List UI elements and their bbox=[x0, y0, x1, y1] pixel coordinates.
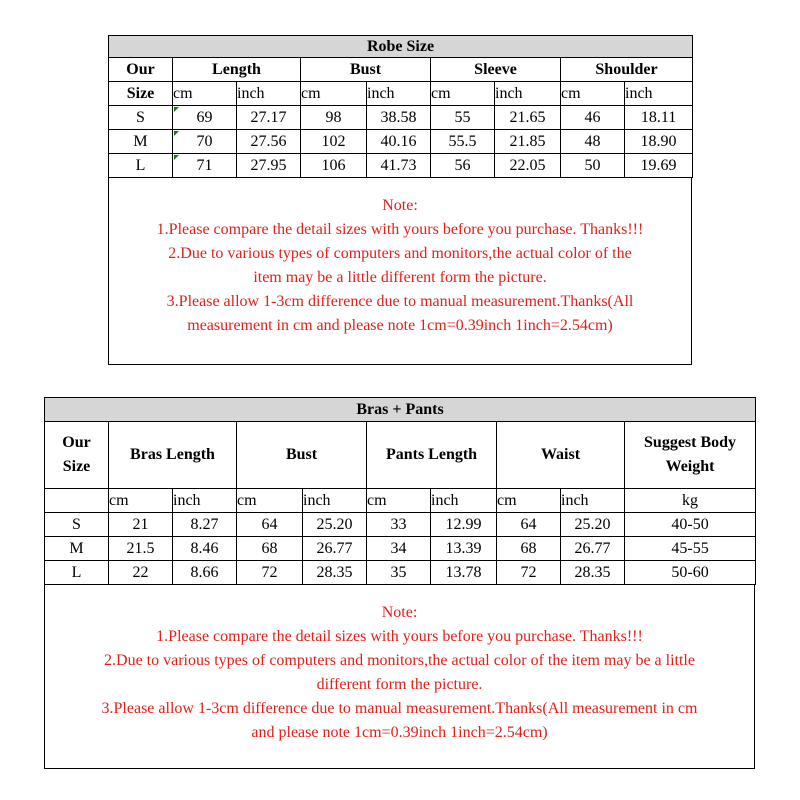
cell-value: 70 bbox=[196, 132, 213, 150]
table-row bbox=[45, 537, 756, 561]
robe-value-cell: 21.85 bbox=[495, 130, 561, 154]
bras-value-cell: 21.5 bbox=[109, 537, 173, 561]
robe-value-cell: 106 bbox=[301, 154, 367, 178]
robe-value-cell: 21.65 bbox=[495, 106, 561, 130]
robe-unit: inch bbox=[237, 82, 301, 106]
bras-value-cell: 26.77 bbox=[561, 537, 625, 561]
bras-unit: inch bbox=[303, 489, 367, 513]
bras-size-cell: M bbox=[45, 537, 109, 561]
robe-value-cell: 46 bbox=[561, 106, 625, 130]
robe-unit: inch bbox=[495, 82, 561, 106]
robe-value-cell bbox=[173, 154, 237, 178]
robe-value-cell: 27.17 bbox=[237, 106, 301, 130]
robe-size-cell: S bbox=[109, 106, 173, 130]
bras-value-cell: 25.20 bbox=[561, 513, 625, 537]
bras-size-cell: S bbox=[45, 513, 109, 537]
robe-value-cell: 55.5 bbox=[431, 130, 495, 154]
robe-group-length: Length bbox=[173, 58, 301, 82]
bras-unit-kg: kg bbox=[625, 489, 756, 513]
table-row bbox=[109, 130, 693, 154]
note-line: Note: bbox=[382, 197, 418, 214]
robe-value-cell: 18.90 bbox=[625, 130, 693, 154]
bras-group-bras-length: Bras Length bbox=[109, 422, 237, 489]
robe-unit: cm bbox=[301, 82, 367, 106]
bras-value-cell: 28.35 bbox=[303, 561, 367, 585]
robe-value-cell: 56 bbox=[431, 154, 495, 178]
note-line: 1.Please compare the detail sizes with yours before you purchase. Thanks!!! bbox=[156, 221, 644, 238]
note-line: item may be a little different form the picture. bbox=[253, 269, 547, 286]
robe-value-cell: 27.56 bbox=[237, 130, 301, 154]
robe-notes bbox=[108, 178, 692, 365]
robe-unit: cm bbox=[561, 82, 625, 106]
bras-value-cell: 72 bbox=[237, 561, 303, 585]
bras-weight-cell: 45-55 bbox=[625, 537, 756, 561]
robe-size-table bbox=[108, 35, 693, 178]
bras-value-cell: 68 bbox=[237, 537, 303, 561]
table-row bbox=[45, 561, 756, 585]
bras-pants-table bbox=[44, 397, 756, 585]
robe-value-cell: 98 bbox=[301, 106, 367, 130]
bras-unit: cm bbox=[367, 489, 431, 513]
note-line: measurement in cm and please note 1cm=0.39inch 1inch=2.54cm) bbox=[187, 317, 613, 334]
bras-value-cell: 13.39 bbox=[431, 537, 497, 561]
robe-title: Robe Size bbox=[109, 36, 693, 58]
bras-value-cell: 8.27 bbox=[173, 513, 237, 537]
bras-value-cell: 8.46 bbox=[173, 537, 237, 561]
cell-marker-icon bbox=[174, 107, 179, 112]
cell-value: 69 bbox=[196, 108, 213, 126]
bras-value-cell: 34 bbox=[367, 537, 431, 561]
bras-unit: cm bbox=[109, 489, 173, 513]
bras-group-pants-length: Pants Length bbox=[367, 422, 497, 489]
note-line: 3.Please allow 1-3cm difference due to manual measurement.Thanks(All bbox=[166, 293, 634, 310]
bras-value-cell: 64 bbox=[237, 513, 303, 537]
robe-value-cell: 48 bbox=[561, 130, 625, 154]
robe-value-cell: 102 bbox=[301, 130, 367, 154]
table-row bbox=[45, 513, 756, 537]
cell-marker-icon bbox=[174, 131, 179, 136]
bras-value-cell: 68 bbox=[497, 537, 561, 561]
robe-group-sleeve: Sleeve bbox=[431, 58, 561, 82]
bras-pants-chart bbox=[44, 397, 756, 769]
robe-our-label: Our bbox=[109, 58, 173, 82]
bras-unit: inch bbox=[431, 489, 497, 513]
note-line: and please note 1cm=0.39inch 1inch=2.54cm) bbox=[251, 724, 548, 741]
weight-label-line2: Weight bbox=[665, 458, 715, 475]
robe-unit: inch bbox=[367, 82, 431, 106]
cell-value: 71 bbox=[196, 156, 213, 174]
note-line: different form the picture. bbox=[316, 676, 483, 693]
bras-pants-notes bbox=[44, 585, 755, 769]
robe-value-cell: 38.58 bbox=[367, 106, 431, 130]
note-line: 1.Please compare the detail sizes with yours before you purchase. Thanks!!! bbox=[156, 628, 643, 645]
bras-our-label: Our bbox=[62, 434, 91, 451]
bras-size-label: Size bbox=[62, 458, 91, 475]
bras-value-cell: 8.66 bbox=[173, 561, 237, 585]
table-row bbox=[109, 154, 693, 178]
robe-value-cell: 27.95 bbox=[237, 154, 301, 178]
bras-size-cell: L bbox=[45, 561, 109, 585]
bras-pants-title: Bras + Pants bbox=[45, 398, 756, 422]
bras-unit: cm bbox=[497, 489, 561, 513]
robe-size-cell: M bbox=[109, 130, 173, 154]
robe-group-bust: Bust bbox=[301, 58, 431, 82]
bras-weight-cell: 40-50 bbox=[625, 513, 756, 537]
bras-weight-cell: 50-60 bbox=[625, 561, 756, 585]
bras-unit: cm bbox=[237, 489, 303, 513]
bras-value-cell: 22 bbox=[109, 561, 173, 585]
robe-value-cell bbox=[173, 106, 237, 130]
bras-value-cell: 33 bbox=[367, 513, 431, 537]
note-line: 2.Due to various types of computers and monitors,the actual color of the bbox=[168, 245, 632, 262]
robe-size-cell: L bbox=[109, 154, 173, 178]
bras-group-bust: Bust bbox=[237, 422, 367, 489]
bras-unit: inch bbox=[561, 489, 625, 513]
bras-value-cell: 28.35 bbox=[561, 561, 625, 585]
bras-value-cell: 64 bbox=[497, 513, 561, 537]
bras-unit: inch bbox=[173, 489, 237, 513]
robe-value-cell: 22.05 bbox=[495, 154, 561, 178]
note-line: Note: bbox=[381, 604, 418, 621]
bras-group-weight bbox=[625, 422, 756, 489]
bras-value-cell: 21 bbox=[109, 513, 173, 537]
robe-value-cell: 19.69 bbox=[625, 154, 693, 178]
note-line: 3.Please allow 1-3cm difference due to manual measurement.Thanks(All measurement in cm bbox=[101, 700, 698, 717]
robe-value-cell: 55 bbox=[431, 106, 495, 130]
bras-group-waist: Waist bbox=[497, 422, 625, 489]
bras-value-cell: 26.77 bbox=[303, 537, 367, 561]
bras-value-cell: 13.78 bbox=[431, 561, 497, 585]
note-line: 2.Due to various types of computers and monitors,the actual color of the item may be a little bbox=[104, 652, 695, 669]
robe-unit: cm bbox=[431, 82, 495, 106]
bras-value-cell: 25.20 bbox=[303, 513, 367, 537]
table-row bbox=[109, 106, 693, 130]
robe-size-chart bbox=[108, 35, 693, 365]
bras-value-cell: 35 bbox=[367, 561, 431, 585]
bras-value-cell: 72 bbox=[497, 561, 561, 585]
robe-unit: inch bbox=[625, 82, 693, 106]
weight-label-line1: Suggest Body bbox=[644, 434, 737, 451]
robe-group-shoulder: Shoulder bbox=[561, 58, 693, 82]
bras-our-size-label bbox=[45, 422, 109, 489]
cell-marker-icon bbox=[174, 155, 179, 160]
robe-value-cell: 50 bbox=[561, 154, 625, 178]
robe-size-label: Size bbox=[109, 82, 173, 106]
robe-unit: cm bbox=[173, 82, 237, 106]
robe-value-cell: 40.16 bbox=[367, 130, 431, 154]
bras-unit-blank bbox=[45, 489, 109, 513]
robe-value-cell: 41.73 bbox=[367, 154, 431, 178]
robe-value-cell: 18.11 bbox=[625, 106, 693, 130]
bras-value-cell: 12.99 bbox=[431, 513, 497, 537]
robe-value-cell bbox=[173, 130, 237, 154]
